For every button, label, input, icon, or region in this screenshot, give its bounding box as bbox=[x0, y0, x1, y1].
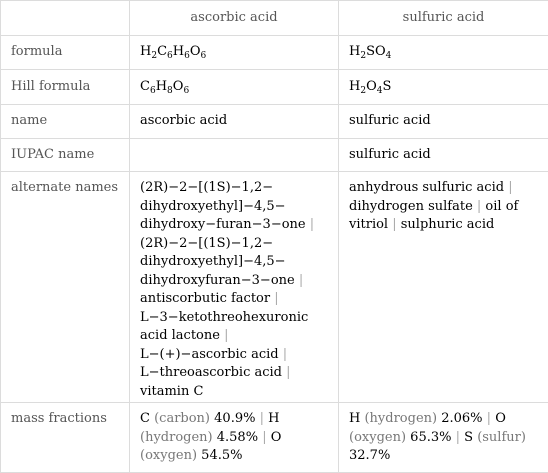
mass-fractions-row bbox=[1, 403, 548, 473]
alternate-name-text: acid lactone bbox=[140, 328, 220, 343]
element-symbol: H bbox=[349, 78, 361, 94]
element-name: (hydrogen) bbox=[140, 429, 213, 445]
alternate-name-text: dihydrogen sulfate bbox=[349, 198, 473, 214]
alternate-name-line bbox=[140, 253, 328, 272]
alternate-name-text: dihydroxyfuran−3−one bbox=[140, 272, 295, 288]
sulfuric-iupac-name: sulfuric acid bbox=[339, 139, 548, 172]
alternate-name-line bbox=[140, 346, 328, 365]
alternate-name-text: sulphuric acid bbox=[400, 217, 495, 232]
alternate-name-line bbox=[140, 216, 328, 235]
element-symbol: H bbox=[140, 44, 152, 60]
mass-fraction-value: 65.3% bbox=[406, 429, 452, 445]
separator-bar: | bbox=[278, 346, 288, 362]
separator-bar: | bbox=[305, 217, 315, 232]
alternate-name-line bbox=[140, 327, 328, 346]
ascorbic-mass-fractions bbox=[130, 403, 339, 473]
separator-bar: | bbox=[472, 198, 486, 214]
alternate-name-line bbox=[349, 216, 538, 235]
header-row bbox=[1, 1, 548, 36]
element-count: 6 bbox=[200, 51, 207, 62]
element-count: 4 bbox=[376, 85, 383, 96]
alternate-names-row bbox=[1, 172, 548, 403]
separator-bar: | bbox=[294, 272, 304, 288]
separator-bar: | bbox=[451, 429, 465, 445]
element-symbol: O bbox=[495, 411, 506, 426]
name-row bbox=[1, 105, 548, 139]
header-sulfuric-acid: sulfuric acid bbox=[339, 1, 548, 36]
header-ascorbic-acid: ascorbic acid bbox=[130, 1, 339, 36]
sulfuric-mass-fractions bbox=[339, 403, 548, 473]
row-label-iupac-name: IUPAC name bbox=[1, 139, 130, 172]
header-empty-cell bbox=[1, 1, 130, 36]
separator-bar: | bbox=[258, 429, 271, 445]
element-symbol: S bbox=[464, 429, 478, 445]
element-name: (oxygen) bbox=[140, 448, 198, 463]
element-symbol: O bbox=[374, 44, 386, 60]
alternate-name-line bbox=[349, 198, 538, 217]
sulfuric-hill-formula bbox=[339, 70, 548, 105]
alternate-name-text: vitriol bbox=[349, 217, 389, 232]
element-count: 8 bbox=[167, 85, 173, 96]
separator-bar: | bbox=[504, 180, 513, 195]
row-label-formula: formula bbox=[1, 36, 130, 70]
element-symbol: H bbox=[268, 411, 280, 426]
mass-fraction-value: 54.5% bbox=[197, 448, 243, 463]
alternate-name-text: dihydroxyethyl]−4,5− bbox=[140, 254, 286, 269]
separator-bar: | bbox=[255, 411, 269, 426]
alternate-name-text: anhydrous sulfuric acid bbox=[349, 180, 505, 195]
element-count: 4 bbox=[385, 51, 392, 62]
mass-fraction-item bbox=[349, 411, 483, 426]
ascorbic-hill-formula bbox=[130, 70, 339, 105]
hill-formula-row bbox=[1, 70, 548, 105]
separator-bar: | bbox=[270, 291, 279, 306]
alternate-name-text: dihydroxy−furan−3−one bbox=[140, 217, 306, 232]
element-symbol: O bbox=[189, 44, 201, 60]
iupac-name-row bbox=[1, 139, 548, 172]
element-count: 2 bbox=[151, 51, 158, 62]
alternate-name-text: vitamin C bbox=[140, 383, 204, 399]
alternate-name-text: oil of bbox=[485, 198, 519, 214]
alternate-name-text: (2R)−2−[(1S)−1,2− bbox=[140, 180, 274, 195]
alternate-name-line bbox=[140, 364, 328, 383]
mass-fraction-value: 2.06% bbox=[437, 411, 483, 426]
separator-bar: | bbox=[388, 217, 401, 232]
formula-row bbox=[1, 36, 548, 70]
element-name: (carbon) bbox=[154, 411, 211, 426]
element-symbol: C bbox=[157, 44, 168, 60]
ascorbic-name: ascorbic acid bbox=[130, 105, 339, 139]
element-name: (oxygen) bbox=[349, 429, 407, 445]
alternate-name-line bbox=[140, 179, 328, 198]
alternate-name-line bbox=[140, 309, 328, 328]
alternate-name-text: (2R)−2−[(1S)−1,2− bbox=[140, 235, 274, 251]
separator-bar: | bbox=[219, 328, 229, 343]
element-symbol: C bbox=[140, 411, 155, 426]
alternate-name-text: L−3−ketothreohexuronic bbox=[140, 309, 309, 325]
element-symbol: H bbox=[349, 44, 361, 60]
element-symbol: S bbox=[382, 78, 392, 94]
element-symbol: O bbox=[366, 78, 377, 94]
alternate-name-line bbox=[140, 290, 328, 309]
separator-bar: | bbox=[282, 365, 291, 380]
row-label-hill-formula: Hill formula bbox=[1, 70, 130, 105]
sulfuric-formula bbox=[339, 36, 548, 70]
element-symbol: S bbox=[366, 44, 375, 60]
alternate-name-line bbox=[140, 272, 328, 291]
mass-fraction-value: 4.58% bbox=[212, 429, 259, 445]
element-symbol: H bbox=[172, 44, 185, 60]
element-symbol: H bbox=[155, 78, 168, 94]
element-count: 6 bbox=[167, 51, 173, 62]
ascorbic-iupac-name bbox=[130, 139, 339, 172]
element-symbol: O bbox=[270, 429, 282, 445]
sulfuric-name: sulfuric acid bbox=[339, 105, 548, 139]
mass-fraction-item bbox=[140, 411, 255, 426]
row-label-alternate-names: alternate names bbox=[1, 172, 130, 403]
element-name: (sulfur) bbox=[477, 429, 526, 445]
mass-fraction-value: 40.9% bbox=[210, 411, 256, 426]
alternate-name-line bbox=[140, 198, 328, 217]
alternate-name-line bbox=[140, 235, 328, 254]
element-name: (hydrogen) bbox=[364, 411, 438, 426]
row-label-name: name bbox=[1, 105, 130, 139]
sulfuric-alternate-names bbox=[339, 172, 548, 403]
element-symbol: C bbox=[140, 78, 150, 94]
element-count: 2 bbox=[360, 85, 367, 96]
alternate-name-text: L−threoascorbic acid bbox=[140, 365, 283, 380]
alternate-name-line bbox=[140, 383, 328, 402]
element-count: 6 bbox=[184, 51, 190, 62]
ascorbic-alternate-names bbox=[130, 172, 339, 403]
element-symbol: O bbox=[172, 78, 184, 94]
alternate-name-text: L−(+)−ascorbic acid bbox=[140, 346, 279, 362]
alternate-name-line bbox=[349, 179, 538, 198]
alternate-name-text: dihydroxyethyl]−4,5− bbox=[140, 198, 286, 214]
element-count: 2 bbox=[360, 51, 367, 62]
element-symbol: H bbox=[349, 411, 365, 426]
element-count: 6 bbox=[149, 85, 156, 96]
mass-fraction-value: 32.7% bbox=[349, 448, 391, 463]
ascorbic-formula bbox=[130, 36, 339, 70]
alternate-name-text: antiscorbutic factor bbox=[140, 291, 271, 306]
row-label-mass-fractions: mass fractions bbox=[1, 403, 130, 473]
separator-bar: | bbox=[482, 411, 496, 426]
element-count: 6 bbox=[183, 85, 190, 96]
